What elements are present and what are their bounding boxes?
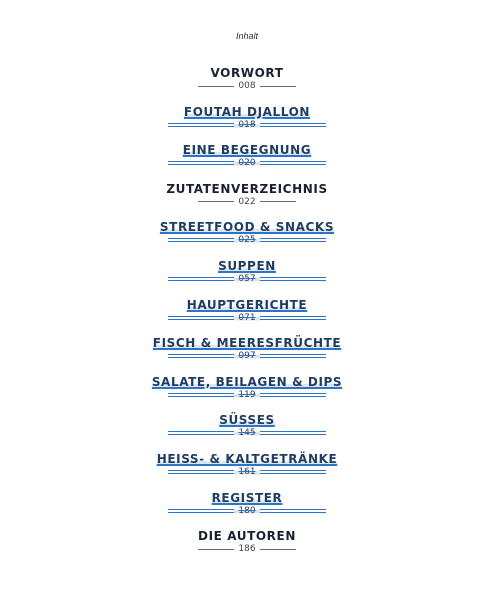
toc-entry-title[interactable]: FOUTAH DJALLON — [183, 104, 311, 119]
divider-right — [260, 201, 296, 202]
divider-left — [168, 354, 234, 358]
divider-right — [260, 431, 326, 435]
toc-entry-title[interactable]: FISCH & MEERESFRÜCHTE — [152, 336, 342, 351]
toc-entry-title: ZUTATENVERZEICHNIS — [166, 181, 328, 196]
toc-entry-suppen[interactable] — [0, 259, 494, 298]
toc-entry-page[interactable]: 161 — [234, 467, 259, 477]
divider-right — [260, 316, 326, 320]
toc-entry-title: DIE AUTOREN — [198, 529, 296, 544]
toc-entry-title[interactable]: HAUPTGERICHTE — [186, 297, 308, 312]
toc-entry-heiss-kaltgetraenke[interactable] — [0, 452, 494, 491]
divider-left — [168, 123, 234, 127]
divider-left — [168, 316, 234, 320]
toc-entry-title[interactable]: SUPPEN — [218, 258, 276, 273]
toc-entry-register[interactable] — [0, 491, 494, 530]
toc-entry-page[interactable]: 145 — [234, 428, 259, 438]
divider-right — [260, 354, 326, 358]
toc-entry-page: 186 — [238, 544, 256, 555]
toc-entry-hauptgerichte[interactable] — [0, 298, 494, 337]
toc-entry-page[interactable]: 071 — [234, 313, 259, 323]
divider-left — [168, 277, 234, 281]
toc-entry-title[interactable]: SALATE, BEILAGEN & DIPS — [151, 374, 343, 389]
divider-right — [260, 393, 326, 397]
divider-right — [260, 123, 326, 127]
divider-left — [198, 549, 234, 550]
toc-entry-eine-begegnung[interactable] — [0, 143, 494, 182]
divider-right — [260, 161, 326, 165]
toc-entry-title[interactable]: REGISTER — [211, 490, 283, 505]
toc-entry-page[interactable]: 020 — [234, 158, 259, 168]
divider-right — [260, 277, 326, 281]
toc-entry-title: VORWORT — [210, 66, 284, 80]
divider-left — [168, 509, 234, 513]
divider-left — [198, 201, 234, 202]
toc-entry-die-autoren — [0, 529, 494, 568]
toc-entry-title[interactable]: SÜSSES — [219, 413, 275, 428]
toc-entry-title[interactable]: STREETFOOD & SNACKS — [159, 220, 335, 235]
toc-entry-page[interactable]: 119 — [234, 390, 259, 400]
divider-left — [168, 238, 234, 242]
toc-entry-fisch-meeresfruechte[interactable] — [0, 336, 494, 375]
divider-right — [260, 86, 296, 87]
divider-right — [260, 238, 326, 242]
divider-right — [260, 509, 326, 513]
divider-left — [168, 393, 234, 397]
toc-entry-page[interactable]: 018 — [234, 120, 259, 130]
divider-left — [168, 431, 234, 435]
toc-entry-streetfood-snacks[interactable] — [0, 220, 494, 259]
toc-entry-page: 022 — [238, 196, 256, 207]
toc-entry-title[interactable]: EINE BEGEGNUNG — [182, 143, 312, 158]
page-heading: Inhalt — [235, 31, 259, 41]
toc-entry-page[interactable]: 057 — [234, 274, 259, 284]
toc-entry-salate-beilagen-dips[interactable] — [0, 375, 494, 414]
toc-entry-page[interactable]: 025 — [234, 235, 259, 245]
divider-right — [260, 549, 296, 550]
toc-entry-suesses[interactable] — [0, 413, 494, 452]
divider-left — [198, 86, 234, 87]
toc-entry-page: 008 — [238, 81, 256, 91]
toc-entry-foutah-djallon[interactable] — [0, 105, 494, 144]
divider-right — [260, 470, 326, 474]
table-of-contents — [0, 66, 494, 568]
toc-entry-page[interactable]: 097 — [234, 351, 259, 361]
toc-entry-zutatenverzeichnis — [0, 182, 494, 221]
toc-entry-title[interactable]: HEISS- & KALTGETRÄNKE — [156, 451, 338, 466]
divider-left — [168, 161, 234, 165]
toc-entry-vorwort — [0, 66, 494, 105]
toc-entry-page[interactable]: 180 — [234, 506, 259, 516]
divider-left — [168, 470, 234, 474]
